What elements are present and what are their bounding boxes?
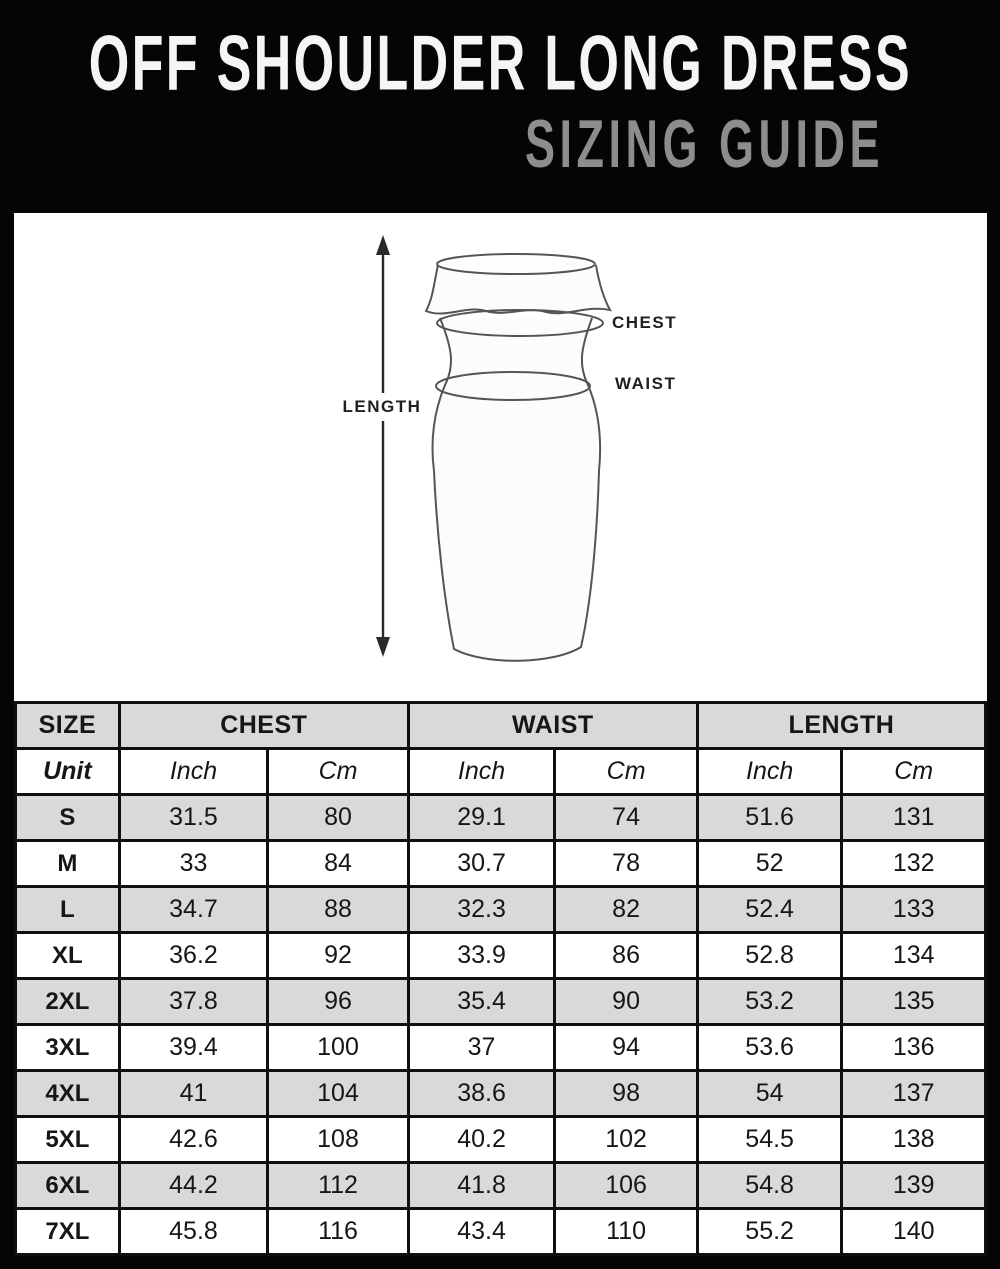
unit-cell: Inch [697,749,842,795]
table-row [16,1071,986,1117]
measurement-cell: 41.8 [408,1163,554,1209]
measurement-cell: 110 [555,1209,698,1255]
measurement-cell: 42.6 [119,1117,267,1163]
table-row [16,1117,986,1163]
measurement-cell: 86 [555,933,698,979]
measurement-cell: 41 [119,1071,267,1117]
table-body [16,795,986,1255]
measurement-cell: 106 [555,1163,698,1209]
content-panel [14,213,987,1253]
measurement-cell: 37 [408,1025,554,1071]
measurement-cell: 139 [842,1163,986,1209]
column-group-header: SIZE [16,703,120,749]
measurement-cell: 112 [268,1163,409,1209]
measurement-cell: 98 [555,1071,698,1117]
measurement-cell: 94 [555,1025,698,1071]
size-label: 3XL [16,1025,120,1071]
unit-cell: Cm [268,749,409,795]
measurement-cell: 78 [555,841,698,887]
measurement-cell: 39.4 [119,1025,267,1071]
length-arrow [376,235,390,657]
size-label: 2XL [16,979,120,1025]
table-row [16,979,986,1025]
measurement-cell: 34.7 [119,887,267,933]
chest-label: CHEST [612,313,678,332]
measurement-cell: 33 [119,841,267,887]
unit-row-label: Unit [16,749,120,795]
measurement-cell: 55.2 [697,1209,842,1255]
page-subtitle [505,106,904,182]
measurement-cell: 108 [268,1117,409,1163]
size-label: XL [16,933,120,979]
measurement-cell: 53.2 [697,979,842,1025]
measurement-cell: 52 [697,841,842,887]
measurement-cell: 33.9 [408,933,554,979]
length-label: LENGTH [338,398,426,415]
measurement-cell: 104 [268,1071,409,1117]
unit-cell: Cm [555,749,698,795]
measurement-cell: 131 [842,795,986,841]
measurement-cell: 138 [842,1117,986,1163]
table-row [16,887,986,933]
measurement-cell: 53.6 [697,1025,842,1071]
waist-label: WAIST [615,374,677,393]
measurement-cell: 45.8 [119,1209,267,1255]
table-row [16,933,986,979]
size-chart-table [14,701,987,1256]
neckline [437,254,595,274]
measurement-cell: 38.6 [408,1071,554,1117]
measurement-cell: 84 [268,841,409,887]
table-head [16,703,986,795]
measurement-cell: 135 [842,979,986,1025]
table-row [16,795,986,841]
measurement-cell: 43.4 [408,1209,554,1255]
measurement-cell: 74 [555,795,698,841]
size-label: 4XL [16,1071,120,1117]
measurement-cell: 140 [842,1209,986,1255]
measurement-cell: 136 [842,1025,986,1071]
measurement-cell: 133 [842,887,986,933]
page-subtitle-text: SIZING GUIDE [525,106,885,182]
page-title [0,19,1000,108]
page-header [0,0,1000,213]
column-group-header: LENGTH [697,703,985,749]
measurement-cell: 96 [268,979,409,1025]
measurement-cell: 35.4 [408,979,554,1025]
measurement-cell: 134 [842,933,986,979]
dress-measurement-diagram [14,213,987,701]
measurement-cell: 29.1 [408,795,554,841]
size-label: M [16,841,120,887]
measurement-cell: 100 [268,1025,409,1071]
page-title-text: OFF SHOULDER LONG DRESS [88,19,912,108]
measurement-cell: 40.2 [408,1117,554,1163]
table-row [16,1163,986,1209]
column-group-header: WAIST [408,703,697,749]
table-unit-row [16,749,986,795]
table-row [16,1025,986,1071]
unit-cell: Cm [842,749,986,795]
measurement-cell: 37.8 [119,979,267,1025]
size-label: 6XL [16,1163,120,1209]
table-row [16,1209,986,1255]
unit-cell: Inch [408,749,554,795]
size-label: L [16,887,120,933]
table-row [16,841,986,887]
measurement-cell: 52.4 [697,887,842,933]
table-group-header-row [16,703,986,749]
measurement-cell: 32.3 [408,887,554,933]
measurement-cell: 116 [268,1209,409,1255]
size-label: 7XL [16,1209,120,1255]
measurement-cell: 54.8 [697,1163,842,1209]
measurement-cell: 30.7 [408,841,554,887]
measurement-cell: 102 [555,1117,698,1163]
measurement-cell: 36.2 [119,933,267,979]
measurement-cell: 44.2 [119,1163,267,1209]
measurement-cell: 52.8 [697,933,842,979]
size-label: S [16,795,120,841]
measurement-cell: 132 [842,841,986,887]
measurement-cell: 90 [555,979,698,1025]
measurement-cell: 54.5 [697,1117,842,1163]
measurement-cell: 82 [555,887,698,933]
measurement-cell: 51.6 [697,795,842,841]
measurement-cell: 88 [268,887,409,933]
dress-outline [426,254,610,661]
measurement-cell: 54 [697,1071,842,1117]
measurement-cell: 137 [842,1071,986,1117]
measurement-cell: 31.5 [119,795,267,841]
size-label: 5XL [16,1117,120,1163]
unit-cell: Inch [119,749,267,795]
measurement-cell: 92 [268,933,409,979]
dress-sketch [14,213,987,701]
column-group-header: CHEST [119,703,408,749]
measurement-cell: 80 [268,795,409,841]
